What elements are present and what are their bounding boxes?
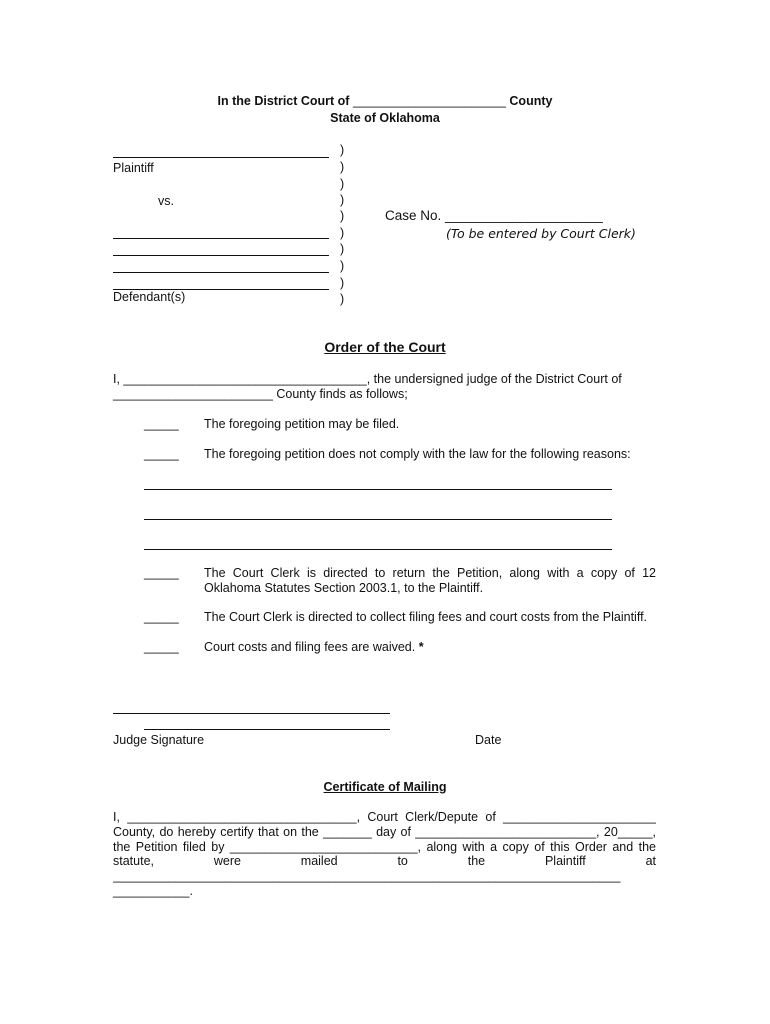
caption-paren: ) [340, 226, 345, 240]
certificate-line-4: statute, were mailed to the Plaintiff at [113, 854, 656, 868]
judge-signature-line [113, 713, 390, 714]
case-number [385, 208, 603, 223]
reason-line-1 [144, 489, 612, 490]
order-intro-line1: I, ___________________________________, the undersigned judge of the District Court of [113, 372, 622, 386]
order-title: Order of the Court [324, 339, 446, 355]
court-heading [0, 94, 770, 108]
checkbox-blank: _____ [144, 640, 179, 654]
county-blank: ______________________ [352, 94, 506, 108]
certificate-line-3: the Petition filed by ___________________________, along with a copy of this Order and the [113, 840, 656, 854]
judge-signature-label: Judge Signature [113, 733, 205, 747]
vs-label: vs. [158, 194, 174, 208]
checkbox-blank: _____ [144, 417, 179, 431]
checkbox-blank: _____ [144, 610, 179, 624]
court-heading-suffix: County [509, 94, 553, 108]
case-number-note: (To be entered by Court Clerk) [446, 226, 636, 241]
certificate-line-2: County, do hereby certify that on the _______ day of __________________________, 20_____, [113, 825, 656, 839]
defendant-line-3 [113, 272, 329, 273]
judge-signature-line-2 [144, 729, 390, 730]
plaintiff-label: Plaintiff [113, 161, 154, 175]
caption-paren: ) [340, 242, 345, 256]
asterisk-mark: * [415, 640, 424, 654]
defendant-line-2 [113, 255, 329, 256]
order-item-fees-waived-text: Court costs and filing fees are waived. [204, 640, 416, 654]
caption-paren: ) [340, 259, 345, 273]
order-item-fees-waived [204, 640, 424, 654]
case-number-label: Case No. [385, 208, 442, 223]
caption-paren: ) [340, 292, 345, 306]
checkbox-blank: _____ [144, 447, 179, 461]
defendant-line-1 [113, 238, 329, 239]
order-item-collect-fees: The Court Clerk is directed to collect filing fees and court costs from the Plaintiff. [204, 610, 648, 624]
reason-line-2 [144, 519, 612, 520]
caption-paren: ) [340, 143, 345, 157]
plaintiff-line [113, 157, 329, 158]
certificate-line-6: ___________. [113, 884, 193, 898]
caption-paren: ) [340, 193, 345, 207]
court-heading-prefix: In the District Court of [217, 94, 350, 108]
order-intro-line2: _______________________ County finds as follows; [113, 387, 408, 401]
order-item-return-petition: The Court Clerk is directed to return the Petition, along with a copy of 12 Oklahoma Statutes Section 2003.1, to the Plaintiff. [204, 566, 656, 595]
order-item-does-not-comply: The foregoing petition does not comply with the law for the following reasons: [204, 447, 631, 461]
certificate-line-5: _________________________________________________________________________ [113, 869, 621, 883]
caption-paren: ) [340, 276, 345, 290]
date-label: Date [475, 733, 502, 747]
caption-paren: ) [340, 209, 345, 223]
state-heading: State of Oklahoma [330, 111, 440, 125]
checkbox-blank: _____ [144, 566, 179, 580]
reason-line-3 [144, 549, 612, 550]
caption-paren: ) [340, 177, 345, 191]
case-number-blank: _____________________ [445, 208, 603, 223]
defendant-label: Defendant(s) [113, 290, 186, 304]
certificate-line-1: I, _________________________________, Court Clerk/Depute of ______________________ [113, 810, 656, 824]
caption-paren: ) [340, 160, 345, 174]
order-item-may-be-filed: The foregoing petition may be filed. [204, 417, 400, 431]
certificate-title: Certificate of Mailing [323, 780, 447, 794]
